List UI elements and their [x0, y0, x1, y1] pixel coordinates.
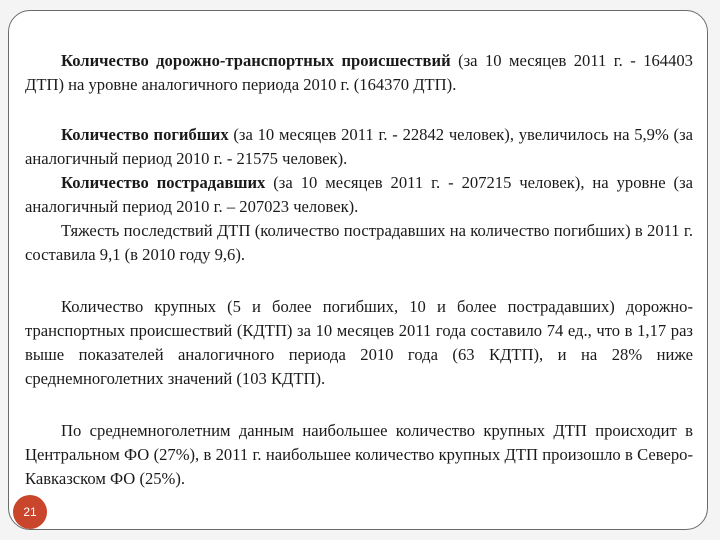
- paragraph-major-accidents: Количество крупных (5 и более погибших, 10 и более пострадавших) дорожно-транспортных происшествий (КДТП) за 10 месяцев 2011 года составило 74 ед., что в 1,17 раз выше показателей аналогичного периода 2010 года (63 КДТП), и на 28% ниже среднемноголетних значений (103 КДТП).: [25, 297, 693, 388]
- accidents-count-heading: Количество дорожно-транспортных происшествий: [61, 51, 451, 70]
- paragraph-severity: Тяжесть последствий ДТП (количество пострадавших на количество погибших) в 2011 г. составила 9,1 (в 2010 году 9,6).: [25, 221, 693, 264]
- page-number: 21: [23, 505, 37, 519]
- slide: [8, 10, 708, 530]
- page-number-badge: [13, 495, 47, 529]
- injured-count-text: (за 10 месяцев 2011 г. - 207215 человек), на уровне (за аналогичный период 2010 г. – 207023 человек).: [25, 173, 694, 216]
- deaths-count-heading: Количество погибших: [61, 125, 229, 144]
- deaths-count-text: (за 10 месяцев 2011 г. - 22842 человек), увеличилось на 5,9% (за аналогичный период 2010 г. - 21575 человек).: [25, 125, 694, 168]
- injured-count-heading: Количество пострадавших: [61, 173, 266, 192]
- paragraph-accidents-count: [25, 49, 693, 97]
- accidents-count-text: (за 10 месяцев 2011 г. - 164403 ДТП) на уровне аналогичного периода 2010 г. (164370 ДТП).: [25, 51, 693, 94]
- paragraph-deaths-count: [25, 123, 693, 171]
- paragraph-injured-count: [25, 171, 693, 219]
- paragraph-regional-distribution: По среднемноголетним данным наибольшее количество крупных ДТП происходит в Центральном ФО (27%), в 2011 г. наибольшее количество крупных ДТП произошло в Северо-Кавказском ФО (25%).: [25, 421, 693, 488]
- slide-content: [25, 49, 693, 491]
